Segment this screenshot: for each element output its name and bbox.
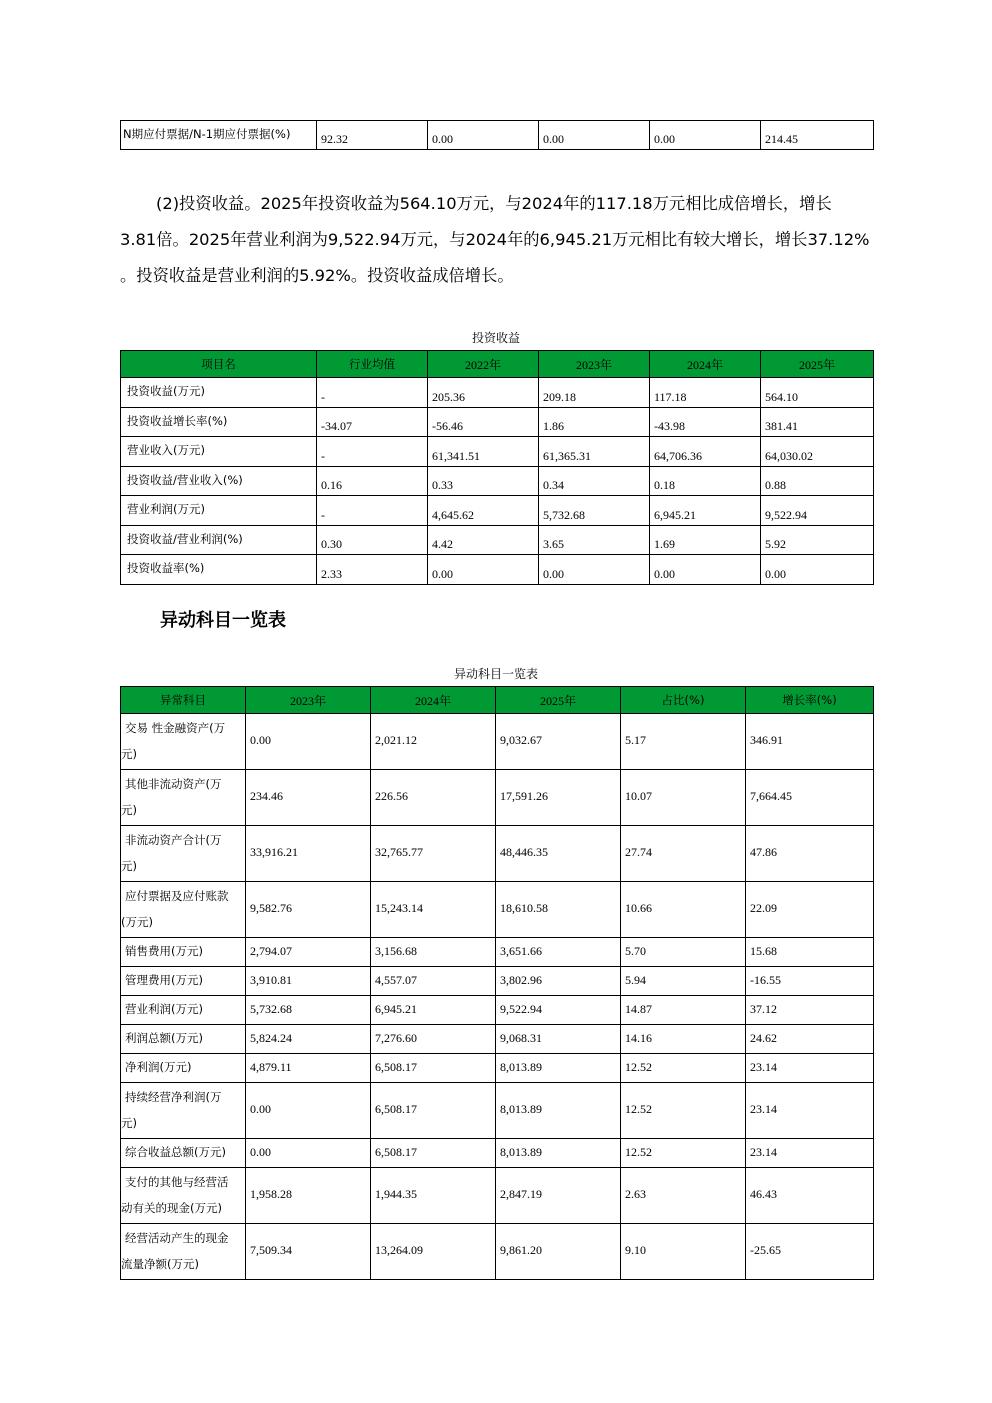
column-header: 2025年 [761, 351, 874, 378]
table-cell: 4.42 [428, 525, 539, 555]
table-row [121, 1054, 874, 1083]
table-cell: 9,522.94 [496, 996, 621, 1025]
table-cell: 15,243.14 [371, 882, 496, 938]
table-row [121, 1083, 874, 1139]
investment-table-body [121, 378, 874, 585]
row-label: N期应付票据/N-1期应付票据(%) [121, 121, 317, 150]
table-cell: -34.07 [317, 407, 428, 437]
column-header: 2022年 [428, 351, 539, 378]
table-cell: -16.55 [746, 967, 874, 996]
prev-table [120, 120, 874, 150]
table-cell: 23.14 [746, 1139, 874, 1168]
row-label [121, 1168, 246, 1224]
table-cell: 9,032.67 [496, 714, 621, 770]
table-cell: 209.18 [539, 378, 650, 408]
table-cell: 15.68 [746, 938, 874, 967]
row-label-line: 元) [121, 1115, 137, 1130]
row-label [121, 826, 246, 882]
row-label [121, 1025, 246, 1054]
table-cell: 346.91 [746, 714, 874, 770]
table-cell: 226.56 [371, 770, 496, 826]
table-cell: 48,446.35 [496, 826, 621, 882]
table-cell: 10.07 [621, 770, 746, 826]
row-label-line: 元) [121, 858, 137, 873]
column-header: 2025年 [496, 687, 621, 714]
row-label [121, 1054, 246, 1083]
table-row [121, 1224, 874, 1280]
row-label-line: 非流动资产合计(万 [125, 832, 222, 847]
column-header: 2024年 [371, 687, 496, 714]
table-cell: 2,794.07 [246, 938, 371, 967]
row-label-line: 综合收益总额(万元) [125, 1145, 226, 1159]
table-cell: 0.00 [650, 555, 761, 585]
investment-income-table [120, 350, 874, 585]
table-cell: - [317, 378, 428, 408]
table-cell: 0.34 [539, 466, 650, 496]
table-cell: 64,030.02 [761, 437, 874, 467]
table-row [121, 1025, 874, 1054]
table-cell: 6,508.17 [371, 1054, 496, 1083]
table-row [121, 466, 874, 496]
paragraph-line: 3.81倍。2025年营业利润为9,522.94万元，与2024年的6,945.21万元相比有较大增长，增长37.12% [120, 230, 870, 249]
table-cell: 9,522.94 [761, 496, 874, 526]
table-row [121, 882, 874, 938]
table-cell: 23.14 [746, 1054, 874, 1083]
table-cell: 0.00 [428, 555, 539, 585]
table-cell: 0.88 [761, 466, 874, 496]
table-cell: 1,958.28 [246, 1168, 371, 1224]
row-label-line: (万元) [121, 914, 153, 929]
table-cell: 37.12 [746, 996, 874, 1025]
table-cell: 1.69 [650, 525, 761, 555]
table-cell: 1.86 [539, 407, 650, 437]
paragraph-line: (2)投资收益。2025年投资收益为564.10万元，与2024年的117.18万元相比成倍增长，增长 [156, 194, 832, 213]
table-cell: 3,910.81 [246, 967, 371, 996]
table-cell: 4,879.11 [246, 1054, 371, 1083]
row-label-line: 支付的其他与经营活 [125, 1174, 229, 1189]
row-label-line: 动有关的现金(万元) [121, 1200, 222, 1215]
table-cell: 5.70 [621, 938, 746, 967]
table-cell: 8,013.89 [496, 1054, 621, 1083]
table-row [121, 826, 874, 882]
table-cell: 12.52 [621, 1054, 746, 1083]
row-label [121, 1139, 246, 1168]
table-cell: 9,068.31 [496, 1025, 621, 1054]
row-label: 营业收入(万元) [121, 437, 317, 467]
table-cell: 214.45 [761, 121, 874, 150]
table-cell: 10.66 [621, 882, 746, 938]
row-label-line: 元) [121, 802, 137, 817]
row-label: 投资收益/营业利润(%) [121, 525, 317, 555]
table-cell: -25.65 [746, 1224, 874, 1280]
table-cell: 61,341.51 [428, 437, 539, 467]
table-cell: 5.17 [621, 714, 746, 770]
row-label [121, 967, 246, 996]
table-row [121, 770, 874, 826]
row-label-line: 其他非流动资产(万 [125, 776, 222, 791]
table-caption: 投资收益 [471, 331, 520, 345]
row-label: 投资收益(万元) [121, 378, 317, 408]
table-cell: 0.30 [317, 525, 428, 555]
table-cell: 564.10 [761, 378, 874, 408]
table-cell: 7,509.34 [246, 1224, 371, 1280]
table-cell: 6,945.21 [371, 996, 496, 1025]
table-cell: 7,276.60 [371, 1025, 496, 1054]
table-cell: 6,945.21 [650, 496, 761, 526]
row-label-line: 持续经营净利润(万 [125, 1089, 222, 1104]
table-cell: 2,021.12 [371, 714, 496, 770]
row-label-line: 应付票据及应付账款 [125, 888, 229, 903]
table-cell: 0.33 [428, 466, 539, 496]
table-header-row [121, 351, 874, 378]
table-cell: - [317, 437, 428, 467]
table-cell: 3,651.66 [496, 938, 621, 967]
table-cell: 9,861.20 [496, 1224, 621, 1280]
table-row [121, 714, 874, 770]
row-label: 投资收益增长率(%) [121, 407, 317, 437]
table-cell: -56.46 [428, 407, 539, 437]
table-row [121, 555, 874, 585]
table-cell: 0.00 [246, 1139, 371, 1168]
table-cell: 8,013.89 [496, 1139, 621, 1168]
table-cell: 33,916.21 [246, 826, 371, 882]
table-cell: 117.18 [650, 378, 761, 408]
row-label [121, 938, 246, 967]
row-label: 投资收益/营业收入(%) [121, 466, 317, 496]
table-cell: 47.86 [746, 826, 874, 882]
column-header: 行业均值 [317, 351, 428, 378]
table-row [121, 967, 874, 996]
table-row [121, 996, 874, 1025]
paragraph-line: 。投资收益是营业利润的5.92%。投资收益成倍增长。 [120, 266, 514, 285]
table-cell: 0.00 [246, 714, 371, 770]
table-row [121, 1139, 874, 1168]
table-cell: 17,591.26 [496, 770, 621, 826]
table-cell: 8,013.89 [496, 1083, 621, 1139]
table-cell: 32,765.77 [371, 826, 496, 882]
column-header: 占比(%) [621, 687, 746, 714]
row-label [121, 1224, 246, 1280]
row-label [121, 996, 246, 1025]
column-header: 增长率(%) [746, 687, 874, 714]
table-cell: 4,645.62 [428, 496, 539, 526]
column-header: 2023年 [246, 687, 371, 714]
table-cell: 61,365.31 [539, 437, 650, 467]
row-label-line: 净利润(万元) [125, 1060, 192, 1074]
column-header: 2023年 [539, 351, 650, 378]
table-cell: 0.00 [539, 121, 650, 150]
row-label-line: 管理费用(万元) [125, 973, 203, 987]
table-row [121, 121, 874, 150]
table-cell: 2.63 [621, 1168, 746, 1224]
table-cell: 3.65 [539, 525, 650, 555]
row-label [121, 714, 246, 770]
table-cell: 7,664.45 [746, 770, 874, 826]
table-cell: 1,944.35 [371, 1168, 496, 1224]
table-cell: 381.41 [761, 407, 874, 437]
table-cell: 18,610.58 [496, 882, 621, 938]
table-cell: 5,732.68 [246, 996, 371, 1025]
table-cell: 13,264.09 [371, 1224, 496, 1280]
anomaly-accounts-table [120, 686, 874, 1280]
table-cell: 0.00 [761, 555, 874, 585]
row-label: 投资收益率(%) [121, 555, 317, 585]
table-row [121, 938, 874, 967]
table-cell: 6,508.17 [371, 1083, 496, 1139]
row-label [121, 1083, 246, 1139]
table-cell: 24.62 [746, 1025, 874, 1054]
column-header: 2024年 [650, 351, 761, 378]
row-label-line: 交易 性金融资产(万 [125, 720, 226, 735]
table-cell: 0.00 [539, 555, 650, 585]
table-cell: 9.10 [621, 1224, 746, 1280]
table-row [121, 378, 874, 408]
row-label-line: 经营活动产生的现金 [125, 1230, 229, 1245]
table-cell: 5,732.68 [539, 496, 650, 526]
table-cell: 46.43 [746, 1168, 874, 1224]
table-cell: 205.36 [428, 378, 539, 408]
table-cell: 0.00 [428, 121, 539, 150]
table-cell: 2.33 [317, 555, 428, 585]
row-label-line: 元) [121, 746, 137, 761]
table-cell: 5.94 [621, 967, 746, 996]
column-header: 项目名 [121, 351, 317, 378]
anomaly-table-body [121, 714, 874, 1280]
table-cell: 0.16 [317, 466, 428, 496]
table-row [121, 496, 874, 526]
table-cell: 0.18 [650, 466, 761, 496]
table-cell: 3,802.96 [496, 967, 621, 996]
table-row [121, 437, 874, 467]
table-cell: 12.52 [621, 1083, 746, 1139]
table-cell: 0.00 [650, 121, 761, 150]
table-cell: 22.09 [746, 882, 874, 938]
table-row [121, 1168, 874, 1224]
table-row [121, 407, 874, 437]
table-row [121, 525, 874, 555]
table-cell: 92.32 [317, 121, 428, 150]
row-label-line: 营业利润(万元) [125, 1002, 203, 1016]
table-cell: 5.92 [761, 525, 874, 555]
table-cell: 23.14 [746, 1083, 874, 1139]
table-cell: 9,582.76 [246, 882, 371, 938]
column-header: 异常科目 [121, 687, 246, 714]
table-cell: 0.00 [246, 1083, 371, 1139]
row-label-line: 利润总额(万元) [125, 1031, 203, 1045]
table-cell: 5,824.24 [246, 1025, 371, 1054]
table-cell: 27.74 [621, 826, 746, 882]
table-caption: 异动科目一览表 [453, 667, 538, 681]
table-cell: 3,156.68 [371, 938, 496, 967]
row-label: 营业利润(万元) [121, 496, 317, 526]
table-header-row [121, 687, 874, 714]
row-label-line: 销售费用(万元) [125, 944, 203, 958]
table-cell: 234.46 [246, 770, 371, 826]
row-label-line: 流量净额(万元) [121, 1256, 199, 1271]
table-cell: - [317, 496, 428, 526]
table-cell: 64,706.36 [650, 437, 761, 467]
table-cell: 14.16 [621, 1025, 746, 1054]
table-cell: 2,847.19 [496, 1168, 621, 1224]
section-title: 异动科目一览表 [160, 610, 286, 631]
body-paragraph [120, 186, 872, 294]
table-cell: 14.87 [621, 996, 746, 1025]
row-label [121, 770, 246, 826]
table-cell: 4,557.07 [371, 967, 496, 996]
row-label [121, 882, 246, 938]
table-cell: 6,508.17 [371, 1139, 496, 1168]
table-cell: 12.52 [621, 1139, 746, 1168]
table-cell: -43.98 [650, 407, 761, 437]
